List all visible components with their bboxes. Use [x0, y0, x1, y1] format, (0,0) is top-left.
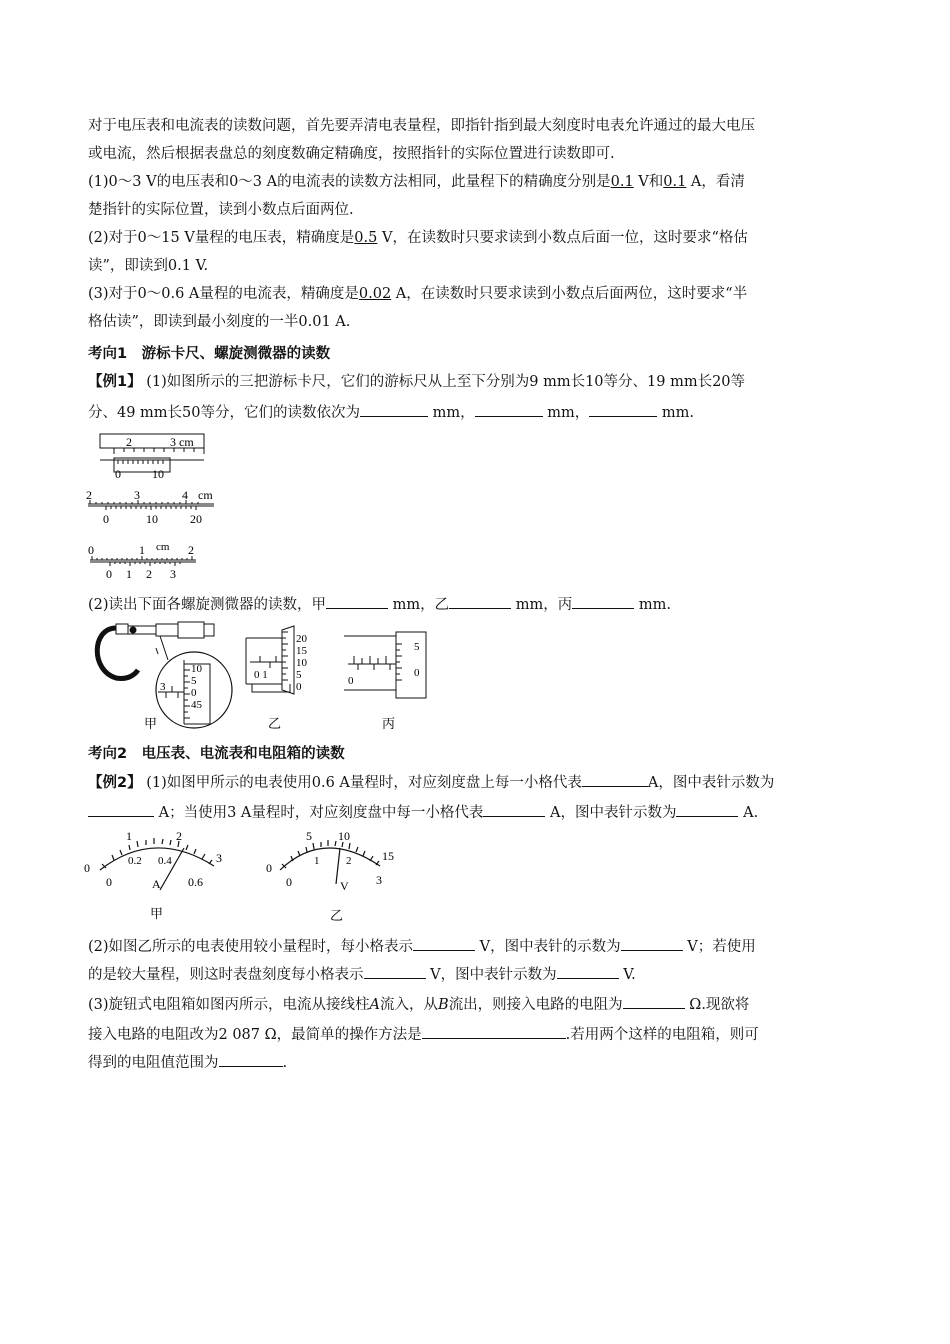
micrometer-yi-sleeve: 0 1: [254, 669, 268, 681]
answer-blank[interactable]: [483, 802, 545, 817]
meter-jia-scale: 2: [176, 829, 182, 843]
micrometer-jia-scale: 0: [191, 687, 197, 699]
caliper-2-vernier-label: 0: [103, 512, 109, 526]
meter-yi-scale: 5: [306, 829, 312, 843]
caliper-3-main-label: 1: [139, 543, 145, 557]
intro-line-1: 对于电压表和电流表的读数问题，首先要弄清电表量程，即指针指到最大刻度时电表允许通过的最大电压: [88, 118, 755, 134]
caliper-1-vernier-label: 10: [152, 467, 164, 481]
micrometer-yi: [246, 626, 294, 694]
micrometer-yi-scale: 5: [296, 669, 302, 681]
micrometer-jia: [97, 622, 232, 728]
intro-point-2-cont: 读”，即读到0.1 V.: [88, 258, 209, 274]
example-2-question-3: (3)旋钮式电阻箱如图丙所示，电流从接线柱A流入，从B流出，则接入电路的电阻为 Ω.现欲将: [88, 994, 749, 1015]
caliper-3-vernier-label: 2: [146, 567, 152, 581]
answer-blank[interactable]: [326, 594, 388, 609]
answer-value: 0.1: [610, 174, 634, 190]
intro-point-1: (1)0～3 V的电压表和0～3 A的电流表的读数方法相同，此量程下的精确度分别是0.1 V和0.1 A，看清: [88, 174, 745, 190]
caliper-2-main-label: 2: [86, 488, 92, 502]
micrometer-yi-scale: 15: [296, 645, 307, 657]
caliper-1-vernier-label: 0: [115, 467, 121, 481]
meter-jia-scale: 0.2: [128, 855, 142, 867]
intro-line-2: 或电流，然后根据表盘总的刻度数确定精确度，按照指针的实际位置进行读数即可.: [88, 146, 615, 162]
micrometer-jia-scale: 10: [191, 663, 202, 675]
answer-blank[interactable]: [676, 802, 738, 817]
meter-yi-unit: V: [340, 879, 349, 893]
meter-jia-unit: A: [152, 877, 161, 891]
answer-value: 0.02: [358, 286, 392, 302]
example-2-question-3-end: 得到的电阻值范围为 .: [88, 1052, 287, 1073]
section-heading: 考向2 电压表、电流表和电阻箱的读数: [88, 746, 345, 762]
caliper-3-vernier-label: 3: [170, 567, 176, 581]
meter-jia-scale: 0.4: [158, 855, 172, 867]
answer-value: 0.5: [354, 230, 378, 246]
meter-yi-scale: 10: [338, 829, 350, 843]
example-2-question-2-cont: 的是较大量程，则这时表盘刻度每小格表示 V，图中表针示数为 V.: [88, 964, 636, 985]
micrometer-figure: [86, 620, 456, 732]
intro-point-3-cont: 格估读”，即读到最小刻度的一半0.01 A.: [88, 314, 351, 330]
vernier-caliper-3: [90, 556, 196, 566]
meter-jia-scale: 0.6: [188, 875, 203, 889]
meter-yi-dial: [280, 840, 380, 884]
caliper-3-vernier-label: 0: [106, 567, 112, 581]
meter-yi-scale: 1: [314, 855, 320, 867]
meter-yi-scale: 3: [376, 873, 382, 887]
caliper-2-unit: cm: [198, 488, 213, 502]
answer-blank[interactable]: [557, 964, 619, 979]
micrometer-bing-sleeve: 0: [348, 675, 354, 687]
micrometer-yi-scale: 10: [296, 657, 307, 669]
meter-yi-scale: 15: [382, 849, 394, 863]
example-1-question-2: (2)读出下面各螺旋测微器的读数，甲 mm，乙 mm，丙 mm.: [88, 594, 671, 615]
caliper-3-main-label: 2: [188, 543, 194, 557]
intro-point-1-cont: 楚指针的实际位置，读到小数点后面两位.: [88, 202, 354, 218]
figure-label-jia: 甲: [150, 906, 164, 921]
micrometer-jia-scale: 5: [191, 675, 197, 687]
figure-label-jia: 甲: [144, 716, 158, 731]
caliper-3-unit: cm: [156, 541, 170, 553]
caliper-2-main-label: 4: [182, 488, 188, 502]
example-2-question-3-cont: 接入电路的电阻改为2 087 Ω，最简单的操作方法是 .若用两个这样的电阻箱，则可: [88, 1024, 759, 1045]
meter-jia-scale: 0: [106, 875, 112, 889]
caliper-2-vernier-label: 10: [146, 512, 158, 526]
answer-blank[interactable]: [219, 1052, 283, 1067]
meter-jia-scale: 0: [84, 861, 90, 875]
answer-blank[interactable]: [413, 936, 475, 951]
meter-jia-scale: 1: [126, 829, 132, 843]
answer-blank[interactable]: [422, 1024, 566, 1039]
intro-point-2: (2)对于0～15 V量程的电压表，精确度是0.5 V，在读数时只要求读到小数点后面一位，这时要求“格估: [88, 230, 748, 246]
answer-value: 0.1: [663, 174, 687, 190]
micrometer-bing-scale: 0: [414, 667, 420, 679]
micrometer-bing-scale: 5: [414, 641, 420, 653]
vernier-caliper-2: [88, 500, 214, 510]
answer-blank[interactable]: [364, 964, 426, 979]
figure-label-yi: 乙: [268, 716, 282, 731]
caliper-3-main-label: 0: [88, 543, 94, 557]
answer-blank[interactable]: [449, 594, 511, 609]
caliper-2-vernier-label: 20: [190, 512, 202, 526]
answer-blank[interactable]: [572, 594, 634, 609]
micrometer-jia-scale: 45: [191, 699, 202, 711]
meter-figure: [84, 826, 414, 926]
example-2-question-1: 【例2】 (1)如图甲所示的电表使用0.6 A量程时，对应刻度盘上每一小格代表 A，图中表针示数为: [88, 772, 774, 793]
meter-yi-scale: 0: [286, 875, 292, 889]
meter-yi-scale: 2: [346, 855, 352, 867]
example-1-question-1: 【例1】 (1)如图所示的三把游标卡尺，它们的游标尺从上至下分别为9 mm长10等分、19 mm长20等: [88, 374, 746, 390]
caliper-3-vernier-label: 1: [126, 567, 132, 581]
answer-blank[interactable]: [623, 994, 685, 1009]
intro-point-3: (3)对于0～0.6 A量程的电流表，精确度是0.02 A，在读数时只要求读到小数点后面两位，这时要求“半: [88, 286, 748, 302]
micrometer-yi-scale: 0: [296, 681, 302, 693]
micrometer-jia-sleeve: 3: [160, 681, 166, 693]
answer-blank[interactable]: [88, 802, 154, 817]
example-2-question-2: (2)如图乙所示的电表使用较小量程时，每小格表示 V，图中表针的示数为 V；若使用: [88, 936, 756, 957]
answer-blank[interactable]: [475, 402, 543, 417]
figure-label-yi: 乙: [330, 908, 344, 923]
example-1-question-1-cont: 分、49 mm长50等分，它们的读数依次为 mm， mm， mm.: [88, 402, 694, 423]
answer-blank[interactable]: [582, 772, 648, 787]
example-2-question-1-cont: A；当使用3 A量程时，对应刻度盘中每一小格代表 A，图中表针示数为 A.: [88, 802, 758, 823]
caliper-1-main-label: 3 cm: [170, 435, 194, 449]
vernier-caliper-figure: [84, 432, 224, 582]
answer-blank[interactable]: [360, 402, 428, 417]
figure-label-bing: 丙: [382, 716, 396, 731]
micrometer-yi-scale: 20: [296, 633, 307, 645]
answer-blank[interactable]: [621, 936, 683, 951]
answer-blank[interactable]: [589, 402, 657, 417]
meter-yi-scale: 0: [266, 861, 272, 875]
section-heading: 考向1 游标卡尺、螺旋测微器的读数: [88, 346, 331, 362]
caliper-1-main-label: 2: [126, 435, 132, 449]
caliper-2-main-label: 3: [134, 488, 140, 502]
meter-jia-scale: 3: [216, 851, 222, 865]
